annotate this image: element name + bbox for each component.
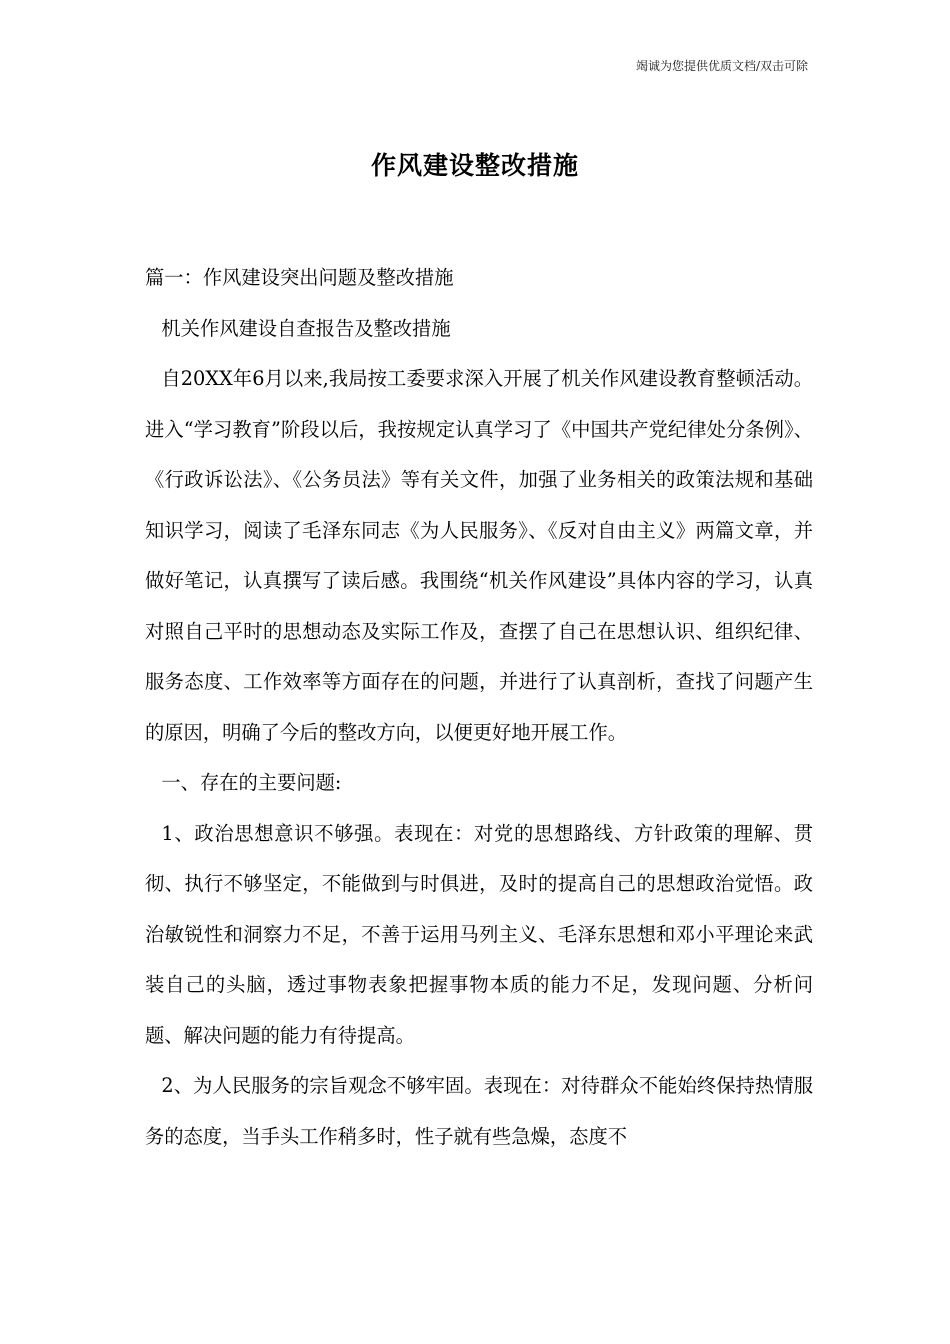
- body-paragraph: 自20XX年6月以来,我局按工委要求深入开展了机关作风建设教育整顿活动。进入“学习教育”阶段以后，我按规定认真学习了《中国共产党纪律处分条例》、《行政诉讼法》、《公务员法》等有关文件，加强了业务相关的政策法规和基础知识学习，阅读了毛泽东同志《为人民服务》、《反对自由主义》两篇文章，并做好笔记，认真撰写了读后感。我围绕“机关作风建设”具体内容的学习，认真对照自己平时的思想动态及实际工作及，查摆了自己在思想认识、组织纪律、服务态度、工作效率等方面存在的问题，并进行了认真剖析，查找了问题产生的原因，明确了今后的整改方向，以便更好地开展工作。: [145, 367, 813, 744]
- header-note: 竭诚为您提供优质文档/双击可除: [635, 59, 808, 73]
- section-heading: 篇一：作风建设突出问题及整改措施: [145, 266, 454, 289]
- subheading: 机关作风建设自查报告及整改措施: [161, 316, 451, 340]
- body-paragraph: 2、为人民服务的宗旨观念不够牢固。表现在：对待群众不能始终保持热情服务的态度，当手头工作稍多时，性子就有些急燥，态度不: [145, 1074, 813, 1148]
- list-heading: 一、存在的主要问题:: [161, 771, 342, 794]
- body-paragraph: 1、政治思想意识不够强。表现在：对党的思想路线、方针政策的理解、贯彻、执行不够坚定，不能做到与时俱进，及时的提高自己的思想政治觉悟。政治敏锐性和洞察力不足，不善于运用马列主义、毛泽东思想和邓小平理论来武装自己的头脑，透过事物表象把握事物本质的能力不足，发现问题、分析问题、解决问题的能力有待提高。: [145, 821, 813, 1047]
- document-body: [145, 253, 813, 1162]
- document-title: 作风建设整改措施: [370, 151, 579, 180]
